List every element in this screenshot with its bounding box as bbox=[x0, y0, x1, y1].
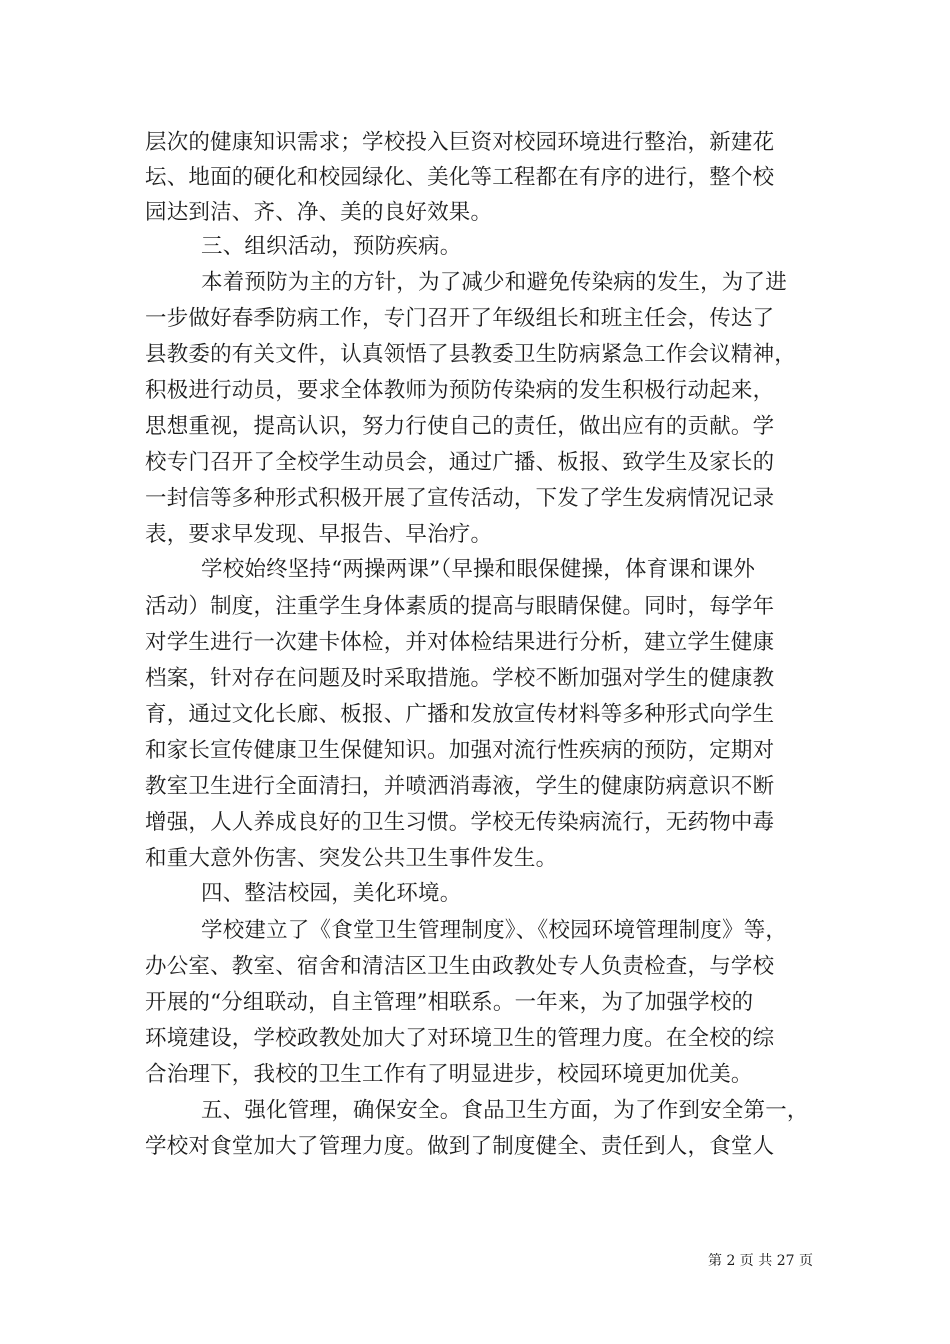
text-line: 县教委的有关文件，认真领悟了县教委卫生防病紧急工作会议精神， bbox=[145, 342, 797, 367]
text-line: 和家长宣传健康卫生保健知识。加强对流行性疾病的预防，定期对 bbox=[145, 738, 775, 763]
section-heading: 四、整洁校园，美化环境。 bbox=[201, 881, 462, 906]
text-line: 育，通过文化长廊、板报、广播和发放宣传材料等多种形式向学生 bbox=[145, 702, 775, 727]
text-line: 教室卫生进行全面清扫，并喷洒消毒液，学生的健康防病意识不断 bbox=[145, 774, 775, 799]
text-line: 档案，针对存在问题及时采取措施。学校不断加强对学生的健康教 bbox=[145, 666, 775, 691]
text-line: 积极进行动员，要求全体教师为预防传染病的发生积极行动起来， bbox=[145, 378, 775, 403]
text-line: 园达到洁、齐、净、美的良好效果。 bbox=[145, 200, 493, 225]
section-heading: 三、组织活动，预防疾病。 bbox=[201, 234, 462, 259]
text-line: 开展的“分组联动，自主管理”相联系。一年来，为了加强学校的 bbox=[145, 990, 754, 1015]
text-line: 增强，人人养成良好的卫生习惯。学校无传染病流行，无药物中毒 bbox=[145, 810, 775, 835]
text-line: 表，要求早发现、早报告、早治疗。 bbox=[145, 522, 493, 547]
text-line: 校专门召开了全校学生动员会，通过广播、板报、致学生及家长的 bbox=[145, 450, 775, 475]
section-heading: 五、强化管理，确保安全。食品卫生方面，为了作到安全第一， bbox=[201, 1098, 809, 1123]
text-line: 合治理下，我校的卫生工作有了明显进步，校园环境更加优美。 bbox=[145, 1062, 753, 1087]
text-line: 环境建设，学校政教处加大了对环境卫生的管理力度。在全校的综 bbox=[145, 1026, 775, 1051]
text-line: 和重大意外伤害、突发公共卫生事件发生。 bbox=[145, 846, 558, 871]
page-number: 第 2 页 共 27 页 bbox=[708, 1253, 813, 1269]
text-line: 本着预防为主的方针，为了减少和避免传染病的发生，为了进 bbox=[201, 270, 787, 295]
text-line: 学校建立了《食堂卫生管理制度》、《校园环境管理制度》等， bbox=[201, 918, 788, 943]
text-line: 学校始终坚持“两操两课”（早操和眼保健操，体育课和课外 bbox=[201, 557, 756, 582]
text-line: 活动）制度，注重学生身体素质的提高与眼睛保健。同时，每学年 bbox=[145, 594, 775, 619]
text-line: 对学生进行一次建卡体检，并对体检结果进行分析，建立学生健康 bbox=[145, 630, 775, 655]
text-line: 坛、地面的硬化和校园绿化、美化等工程都在有序的进行，整个校 bbox=[145, 165, 775, 190]
text-line: 办公室、教室、宿舍和清洁区卫生由政教处专人负责检查，与学校 bbox=[145, 954, 775, 979]
text-line: 一步做好春季防病工作，专门召开了年级组长和班主任会，传达了 bbox=[145, 306, 775, 331]
text-line: 思想重视，提高认识，努力行使自己的责任，做出应有的贡献。学 bbox=[145, 414, 775, 439]
text-line: 学校对食堂加大了管理力度。做到了制度健全、责任到人，食堂人 bbox=[145, 1134, 775, 1159]
text-line: 一封信等多种形式积极开展了宣传活动，下发了学生发病情况记录 bbox=[145, 486, 775, 511]
text-line: 层次的健康知识需求；学校投入巨资对校园环境进行整治，新建花 bbox=[145, 130, 775, 155]
